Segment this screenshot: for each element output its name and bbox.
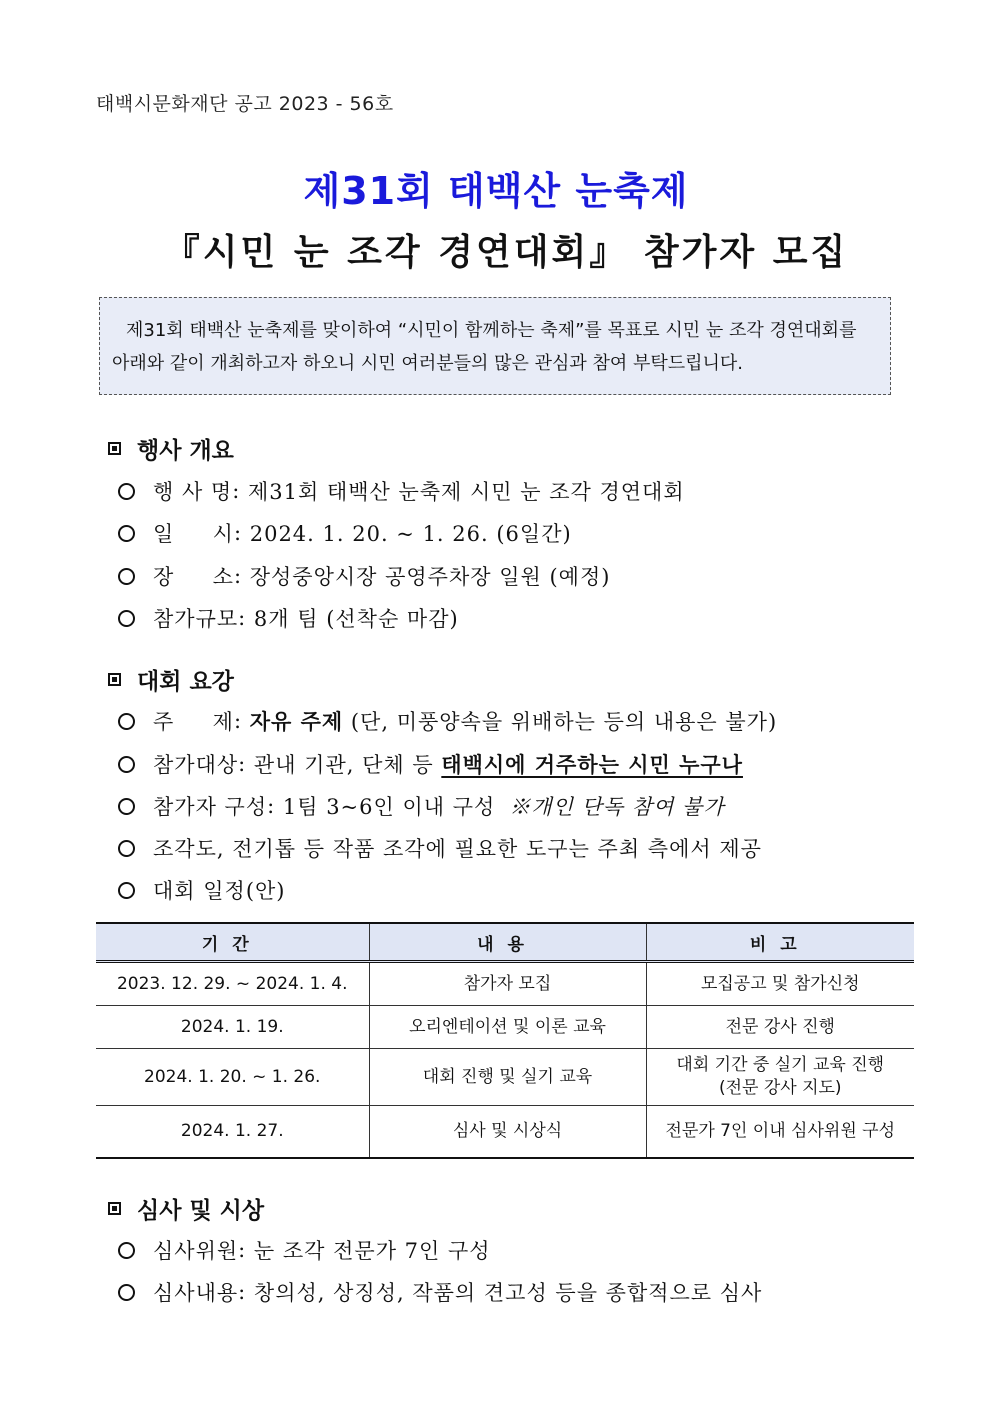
notice-number: 태백시문화재단 공고 2023 - 56호 [96, 93, 394, 115]
table-row [96, 1049, 914, 1106]
section-judging-heading [108, 1192, 264, 1225]
guideline-team: 참가자 구성 : 1팀 3~6인 이내 구성 ※개인 단독 참여 불가 [118, 791, 725, 821]
square-bullet-icon [108, 1202, 121, 1215]
theme-bold: 자유 주제 [249, 709, 344, 734]
item-value: 제31회 태백산 눈축제 시민 눈 조각 경연대회 [247, 480, 685, 504]
cell-period: 2024. 1. 20. ~ 1. 26. [96, 1049, 369, 1106]
item-label: 장 소 [153, 565, 234, 589]
cell-period: 2024. 1. 19. [96, 1006, 369, 1049]
schedule-table [96, 922, 914, 1159]
circle-bullet-icon [118, 568, 135, 585]
cell-note [646, 1006, 914, 1049]
cell-period: 2024. 1. 27. [96, 1106, 369, 1158]
circle-bullet-icon [118, 713, 135, 730]
item-label: 참가대상 [153, 753, 239, 777]
cell-content: 오리엔테이션 및 이론 교육 [369, 1006, 646, 1049]
item-value: 눈 조각 전문가 7인 구성 [253, 1239, 491, 1263]
note-line-1: 대회 기간 중 실기 교육 진행 [676, 1055, 885, 1075]
overview-item-place: 장 소 : 장성중앙시장 공영주차장 일원 (예정) [118, 561, 610, 591]
item-label: 심사내용 [153, 1281, 239, 1305]
target-emphasis: 태백시에 거주하는 시민 누구나 [441, 752, 743, 777]
judging-item-criteria: 심사내용 : 창의성, 상징성, 작품의 견고성 등을 종합적으로 심사 [118, 1277, 762, 1307]
square-bullet-icon [108, 673, 121, 686]
item-label: 주 제 [153, 710, 234, 734]
section-title: 대회 요강 [137, 669, 234, 695]
square-bullet-icon [108, 442, 121, 455]
schedule-label: 대회 일정(안) [153, 879, 286, 903]
page-subtitle: 『시민 눈 조각 경연대회』 참가자 모집 [163, 232, 849, 273]
team-plain: 1팀 3~6인 이내 구성 [282, 795, 496, 819]
item-label: 참가규모 [153, 607, 239, 631]
intro-line-2: 아래와 같이 개최하고자 하오니 시민 여러분들의 많은 관심과 참여 부탁드립니다. [112, 353, 744, 374]
overview-item-name: 행 사 명 : 제31회 태백산 눈축제 시민 눈 조각 경연대회 [118, 476, 685, 506]
circle-bullet-icon [118, 525, 135, 542]
header-period: 기간 [96, 923, 369, 962]
table-row [96, 962, 914, 1006]
target-plain: 관내 기관, 단체 등 [253, 753, 442, 777]
page-title: 제31회 태백산 눈축제 [303, 169, 689, 213]
note-line-1: 모집공고 및 참가신청 [700, 973, 860, 994]
circle-bullet-icon [118, 610, 135, 627]
cell-note [646, 1106, 914, 1158]
header-note: 비고 [646, 923, 914, 962]
intro-line-1: 제31회 태백산 눈축제를 맞이하여 “시민이 함께하는 축제”를 목표로 시민 눈 조각 경연대회를 [126, 320, 857, 341]
item-label: 심사위원 [153, 1239, 239, 1263]
cell-content: 심사 및 시상식 [369, 1106, 646, 1158]
header-content: 내용 [369, 923, 646, 962]
table-row [96, 1106, 914, 1158]
circle-bullet-icon [118, 882, 135, 899]
circle-bullet-icon [118, 1242, 135, 1259]
guideline-theme: 주 제 : 자유 주제 (단, 미풍양속을 위배하는 등의 내용은 불가) [118, 706, 777, 736]
theme-rest: (단, 미풍양속을 위배하는 등의 내용은 불가) [343, 710, 778, 734]
item-label: 행 사 명 [153, 480, 233, 504]
team-note: ※개인 단독 참여 불가 [509, 795, 725, 819]
cell-note [646, 962, 914, 1006]
overview-item-date: 일 시 : 2024. 1. 20. ~ 1. 26. (6일간) [118, 518, 572, 548]
item-value: 창의성, 상징성, 작품의 견고성 등을 종합적으로 심사 [253, 1281, 763, 1305]
section-overview-heading [108, 432, 234, 465]
cell-content: 참가자 모집 [369, 962, 646, 1006]
intro-box [99, 297, 891, 395]
note-line-1: 전문 강사 진행 [725, 1016, 835, 1037]
circle-bullet-icon [118, 798, 135, 815]
cell-period: 2023. 12. 29. ~ 2024. 1. 4. [96, 962, 369, 1006]
table-row [96, 1006, 914, 1049]
section-guidelines-heading [108, 663, 234, 696]
item-value: 장성중앙시장 공영주차장 일원 (예정) [249, 565, 611, 589]
guideline-schedule-label [118, 875, 286, 905]
guideline-tools [118, 833, 762, 863]
section-title: 심사 및 시상 [137, 1198, 265, 1224]
circle-bullet-icon [118, 756, 135, 773]
item-label: 참가자 구성 [153, 795, 268, 819]
circle-bullet-icon [118, 1284, 135, 1301]
item-value: 8개 팀 (선착순 마감) [253, 607, 459, 631]
section-title: 행사 개요 [137, 438, 234, 464]
cell-content: 대회 진행 및 실기 교육 [369, 1049, 646, 1106]
overview-item-scale: 참가규모 : 8개 팀 (선착순 마감) [118, 603, 459, 633]
judging-item-judges: 심사위원 : 눈 조각 전문가 7인 구성 [118, 1235, 491, 1265]
note-line-1: 전문가 7인 이내 심사위원 구성 [665, 1120, 895, 1141]
tools-text: 조각도, 전기톱 등 작품 조각에 필요한 도구는 주최 측에서 제공 [153, 837, 762, 861]
note-line-2: (전문 강사 지도) [718, 1078, 842, 1098]
item-label: 일 시 [153, 522, 234, 546]
table-header-row [96, 923, 914, 962]
item-value: 2024. 1. 20. ~ 1. 26. (6일간) [249, 522, 572, 546]
circle-bullet-icon [118, 840, 135, 857]
guideline-target: 참가대상 : 관내 기관, 단체 등 태백시에 거주하는 시민 누구나 [118, 749, 743, 779]
circle-bullet-icon [118, 483, 135, 500]
cell-note [646, 1049, 914, 1106]
